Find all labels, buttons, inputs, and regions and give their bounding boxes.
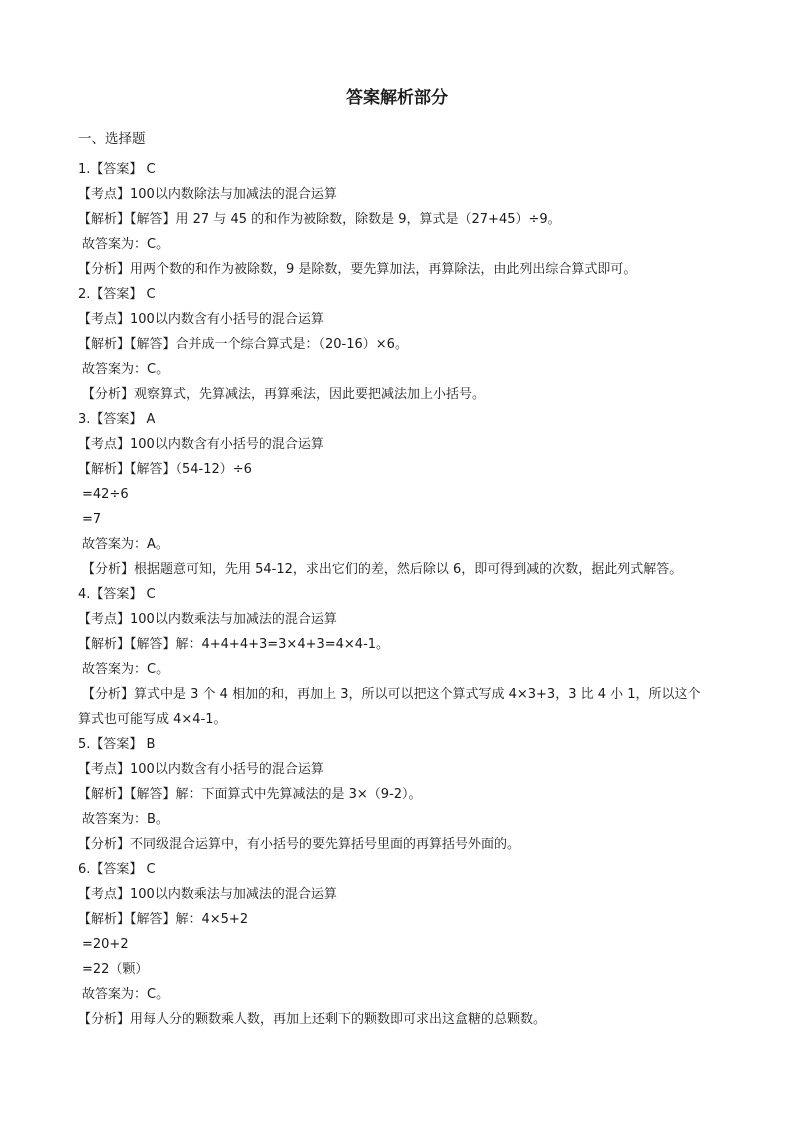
answer-line: =20+2	[82, 937, 129, 952]
answer-line: 故答案为：C。	[82, 662, 170, 677]
answer-line: 【分析】算式中是 3 个 4 相加的和，再加上 3，所以可以把这个算式写成 4×3+3，3 比 4 小 1，所以这个	[82, 687, 701, 702]
answer-line: 5.【答案】 B	[78, 737, 156, 752]
answer-line: =42÷6	[82, 487, 129, 502]
answer-line: 1.【答案】 C	[78, 162, 156, 177]
answer-line: 【考点】100以内数除法与加减法的混合运算	[78, 187, 337, 202]
answer-line: 【分析】用两个数的和作为被除数，9 是除数，要先算加法，再算除法，由此列出综合算式即可。	[78, 262, 637, 277]
answer-line: 【解析】【解答】合并成一个综合算式是：（20-16）×6。	[78, 337, 408, 352]
answer-line: 故答案为：C。	[82, 362, 170, 377]
answer-line: 【考点】100以内数乘法与加减法的混合运算	[78, 612, 337, 627]
answer-line: 【考点】100以内数含有小括号的混合运算	[78, 437, 324, 452]
section-heading: 一、选择题	[78, 131, 146, 147]
answer-line: 6.【答案】 C	[78, 862, 156, 877]
answer-line: 故答案为：C。	[82, 237, 170, 252]
answer-line: 故答案为：B。	[82, 812, 169, 827]
answer-line: 【解析】【解答】（54-12）÷6	[78, 462, 252, 477]
answer-line: =7	[82, 512, 102, 527]
answer-line: 【考点】100以内数乘法与加减法的混合运算	[78, 887, 337, 902]
answer-line: 故答案为：C。	[82, 987, 170, 1002]
answer-line: 【考点】100以内数含有小括号的混合运算	[78, 312, 324, 327]
answer-line: 4.【答案】 C	[78, 587, 156, 602]
answer-line: 2.【答案】 C	[78, 287, 156, 302]
answer-line: =22（颗）	[82, 962, 149, 977]
answer-line: 故答案为：A。	[82, 537, 169, 552]
page-title: 答案解析部分	[346, 88, 448, 108]
answer-line: 【解析】【解答】解：4+4+4+3=3×4+3=4×4-1。	[78, 637, 390, 652]
answer-line: 【解析】【解答】用 27 与 45 的和作为被除数，除数是 9，算式是（27+45）÷9。	[78, 212, 561, 227]
answer-line: 【分析】观察算式，先算减法，再算乘法，因此要把减法加上小括号。	[82, 387, 486, 402]
answer-line: 【分析】不同级混合运算中，有小括号的要先算括号里面的再算括号外面的。	[78, 837, 521, 852]
answer-line: 【考点】100以内数含有小括号的混合运算	[78, 762, 324, 777]
answer-line: 【解析】【解答】解：下面算式中先算减法的是 3×（9-2）。	[78, 787, 422, 802]
answer-line: 算式也可能写成 4×4-1。	[78, 712, 227, 727]
answer-line: 3.【答案】 A	[78, 412, 156, 427]
answer-line: 【分析】用每人分的颗数乘人数，再加上还剩下的颗数即可求出这盒糖的总颗数。	[78, 1012, 547, 1027]
answer-line: 【解析】【解答】解：4×5+2	[78, 912, 249, 927]
answer-line: 【分析】根据题意可知，先用 54-12，求出它们的差，然后除以 6，即可得到减的次数，据此列式解答。	[82, 562, 683, 577]
